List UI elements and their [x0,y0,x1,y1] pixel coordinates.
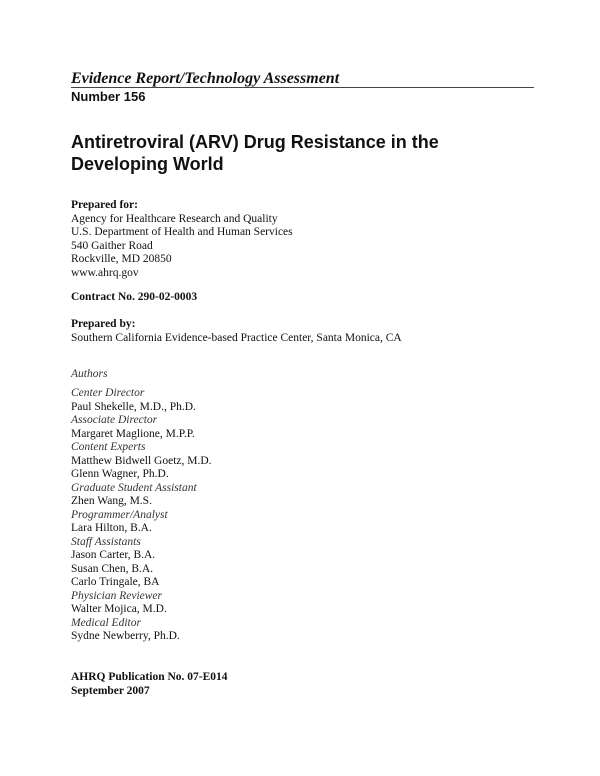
author-role: Staff Assistants [71,535,141,548]
author-name: Margaret Maglione, M.P.P. [71,427,195,440]
author-name: Susan Chen, B.A. [71,562,154,575]
author-role: Physician Reviewer [71,589,163,602]
author-role: Graduate Student Assistant [71,481,197,494]
contract-number: Contract No. 290-02-0003 [71,291,198,303]
publication-number: AHRQ Publication No. 07-E014 [71,671,228,683]
address-line: U.S. Department of Health and Human Services [71,226,293,238]
prepared-for-section [71,199,293,280]
author-role: Medical Editor [71,616,141,629]
author-name: Zhen Wang, M.S. [71,495,152,507]
publication-section [71,671,228,698]
website-link: www.ahrq.gov [71,266,139,279]
publication-date: September 2007 [71,684,150,697]
prepared-for-label: Prepared for: [71,199,138,211]
author-name: Jason Carter, B.A. [71,549,156,561]
authors-heading: Authors [71,368,108,380]
prepared-by-section [71,318,402,345]
page-title [71,131,551,175]
authors-list [71,387,212,644]
address-line: 540 Gaither Road [71,239,153,252]
author-name: Paul Shekelle, M.D., Ph.D. [71,400,196,413]
header-rule [71,87,534,88]
author-role: Associate Director [71,414,158,426]
prepared-by-label: Prepared by: [71,318,136,330]
author-name: Carlo Tringale, BA [71,576,160,588]
title-line: Antiretroviral (ARV) Drug Resistance in the [71,132,439,152]
author-name: Glenn Wagner, Ph.D. [71,468,169,480]
author-role: Center Director [71,387,145,399]
address-line: Agency for Healthcare Research and Quality [71,212,278,225]
report-number: Number 156 [71,89,146,104]
author-name: Matthew Bidwell Goetz, M.D. [71,454,212,467]
author-name: Walter Mojica, M.D. [71,603,167,615]
series-title: Evidence Report/Technology Assessment [71,70,340,87]
author-name: Sydne Newberry, Ph.D. [71,630,180,642]
author-role: Programmer/Analyst [71,508,168,521]
address-line: Rockville, MD 20850 [71,253,172,265]
prepared-by-line: Southern California Evidence-based Practice Center, Santa Monica, CA [71,331,402,344]
title-line: Developing World [71,154,224,174]
author-name: Lara Hilton, B.A. [71,522,152,534]
author-role: Content Experts [71,441,146,453]
